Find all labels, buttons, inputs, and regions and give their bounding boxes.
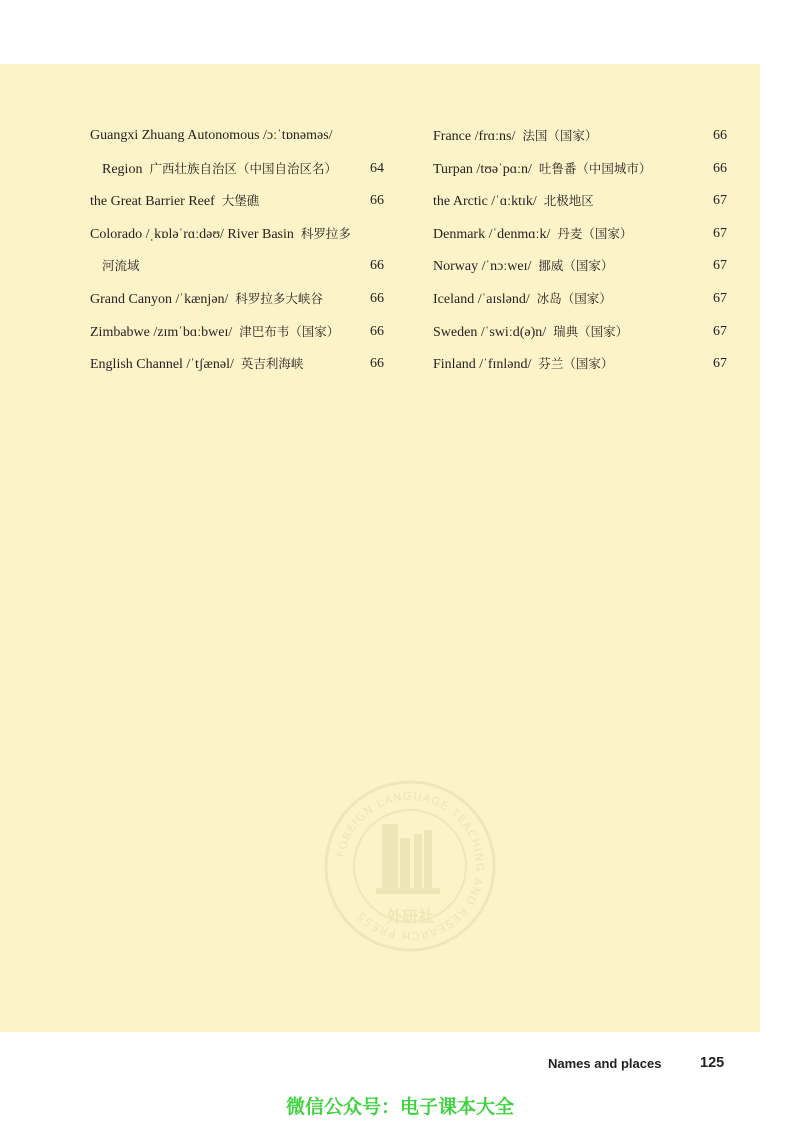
entry-page: 67 <box>713 225 727 241</box>
entry-page: 67 <box>713 356 727 372</box>
index-entry <box>90 218 384 251</box>
entry-chinese: 北极地区 <box>543 193 594 209</box>
footer-page-number: 125 <box>700 1055 725 1071</box>
entry-chinese: 瑞典（国家） <box>553 323 629 339</box>
entry-chinese: 广西壮族自治区（中国自治区名） <box>149 160 337 176</box>
entry-term: Region <box>102 161 143 177</box>
entry-page: 67 <box>713 290 727 306</box>
entry-page: 66 <box>713 160 727 176</box>
entry-term: Colorado /ˌkɒləˈrɑːdəʊ/ River Basin <box>90 226 294 242</box>
index-entry <box>433 153 727 186</box>
entry-term: Denmark /ˈdenmɑːk/ <box>433 226 551 242</box>
index-entry <box>90 250 384 283</box>
entry-page: 64 <box>370 160 384 176</box>
entry-chinese: 大堡礁 <box>221 193 260 209</box>
index-entry <box>90 348 384 381</box>
entry-page: 66 <box>370 356 384 372</box>
entry-term: Guangxi Zhuang Autonomous /ɔːˈtɒnəməs/ <box>90 128 333 143</box>
index-entry <box>433 283 727 316</box>
entry-page: 67 <box>713 193 727 209</box>
index-entry <box>433 348 727 381</box>
entry-page: 67 <box>713 323 727 339</box>
index-entry <box>90 283 384 316</box>
entry-term: the Great Barrier Reef <box>90 194 215 210</box>
entry-chinese: 冰岛（国家） <box>536 290 612 306</box>
right-column <box>433 120 727 381</box>
entry-term: Sweden /ˈswiːd(ə)n/ <box>433 324 547 340</box>
entry-page: 66 <box>370 193 384 209</box>
entry-term: Turpan /tʊəˈpɑːn/ <box>433 161 532 177</box>
entry-chinese: 吐鲁番（中国城市） <box>538 160 652 176</box>
entry-chinese: 科罗拉多 <box>300 225 351 241</box>
entry-page: 67 <box>713 258 727 274</box>
entry-term: Finland /ˈfɪnlənd/ <box>433 357 532 373</box>
seal-name: 外研社 <box>385 907 435 926</box>
publisher-seal-watermark <box>320 776 500 956</box>
seal-ring-text: FOREIGN LANGUAGE TEACHING AND RESEARCH PRESS <box>334 789 487 943</box>
footer-section-title: Names and places <box>548 1056 662 1071</box>
entry-chinese: 丹麦（国家） <box>557 225 633 241</box>
entry-chinese: 英吉利海峡 <box>240 356 304 372</box>
entry-term: Grand Canyon /ˈkænjən/ <box>90 291 229 307</box>
index-entry <box>90 316 384 349</box>
entry-chinese: 津巴布韦（国家） <box>239 323 340 339</box>
entry-term: France /frɑːns/ <box>433 129 516 144</box>
entry-term: Iceland /ˈaɪslənd/ <box>433 291 530 307</box>
entry-page: 66 <box>713 128 727 143</box>
index-entry <box>433 218 727 251</box>
index-entry <box>90 153 384 186</box>
left-column <box>90 120 384 381</box>
index-entry <box>433 316 727 349</box>
index-entry <box>90 185 384 218</box>
index-entry <box>433 120 727 153</box>
entry-term: Norway /ˈnɔːweɪ/ <box>433 259 532 275</box>
entry-term: the Arctic /ˈɑːktɪk/ <box>433 194 537 210</box>
entry-page: 66 <box>370 258 384 274</box>
entry-chinese: 芬兰（国家） <box>538 356 614 372</box>
wechat-banner: 微信公众号：电子课本大全 <box>285 1096 514 1118</box>
entry-chinese: 挪威（国家） <box>538 258 614 274</box>
entry-chinese: 科罗拉多大峡谷 <box>235 290 323 306</box>
index-entry <box>433 250 727 283</box>
index-entry <box>433 185 727 218</box>
building-icon <box>376 824 440 894</box>
entry-page: 66 <box>370 290 384 306</box>
entry-chinese: 河流域 <box>102 258 140 274</box>
entry-page: 66 <box>370 323 384 339</box>
entry-chinese: 法国（国家） <box>522 128 598 143</box>
entry-term: Zimbabwe /zɪmˈbɑːbweɪ/ <box>90 324 233 340</box>
entry-term: English Channel /ˈtʃænəl/ <box>90 357 234 373</box>
index-entry <box>90 120 384 153</box>
